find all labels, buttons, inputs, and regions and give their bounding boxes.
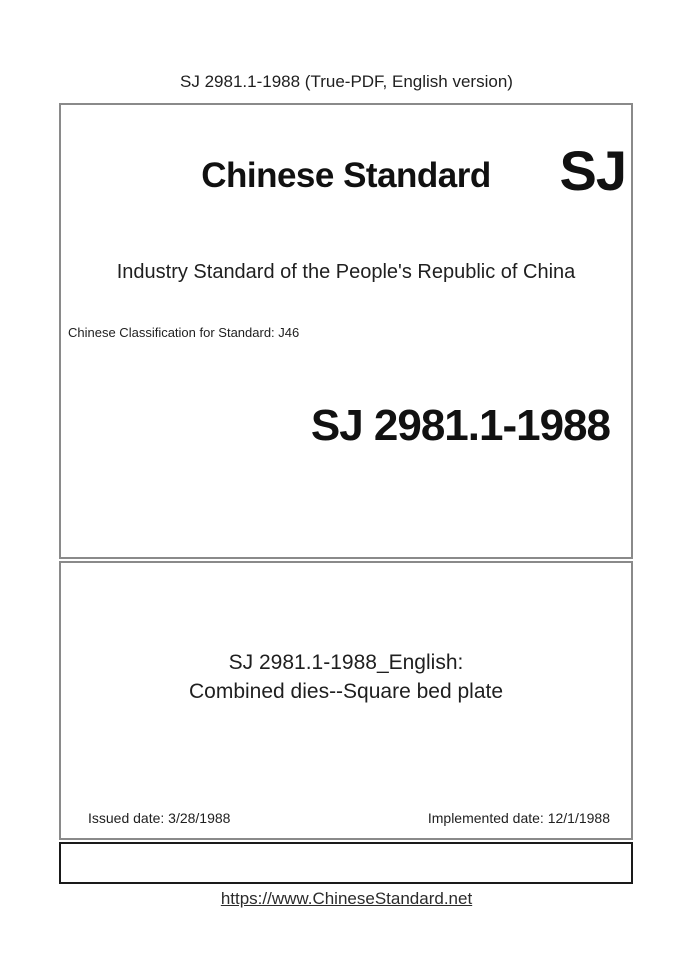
issued-date: Issued date: 3/28/1988 (88, 810, 231, 826)
standard-number: SJ 2981.1-1988 (310, 401, 610, 450)
industry-standard-subtitle: Industry Standard of the People's Republic of China (116, 261, 576, 283)
english-title-line1: SJ 2981.1-1988_English: (228, 651, 464, 674)
sj-logo: SJ (559, 139, 626, 202)
document-header: SJ 2981.1-1988 (True-PDF, English version) (180, 72, 513, 91)
standard-cover-box (59, 103, 633, 559)
english-title-box (59, 561, 633, 840)
implemented-date: Implemented date: 12/1/1988 (427, 810, 610, 826)
english-title-line2: Combined dies--Square bed plate (188, 680, 504, 703)
english-title (61, 648, 631, 706)
page-title: Chinese Standard (201, 156, 491, 195)
classification-label: Chinese Classification for Standard: J46 (68, 325, 300, 340)
footer (0, 889, 693, 909)
website-link[interactable]: https://www.ChineseStandard.net (220, 889, 473, 908)
empty-footer-box (59, 842, 633, 884)
